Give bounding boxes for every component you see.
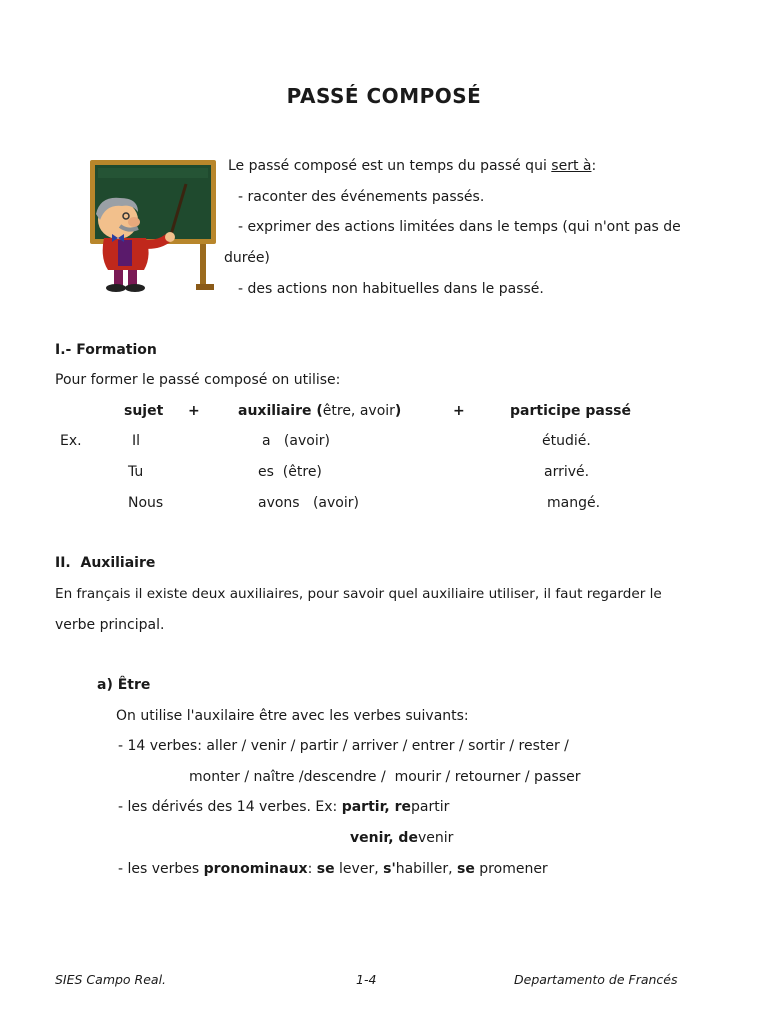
etre-derives-line: - les dérivés des 14 verbes. Ex: partir, repartir: [118, 799, 450, 815]
footer-page-number: 1-4: [356, 972, 377, 987]
example-participle-1: étudié.: [542, 433, 591, 449]
intro-item-3: - des actions non habituelles dans le passé.: [238, 281, 544, 297]
example-label: Ex.: [60, 433, 82, 449]
subsection-heading-etre: a) Être: [97, 677, 151, 693]
footer-school: SIES Campo Real.: [55, 972, 167, 987]
formula-participe: participe passé: [510, 403, 631, 419]
example-subject-1: Il: [132, 433, 141, 449]
example-aux-3: avons (avoir): [258, 495, 359, 511]
page-title: PASSÉ COMPOSÉ: [286, 84, 482, 108]
formula-sujet: sujet: [124, 403, 164, 419]
etre-lead: On utilise l'auxilaire être avec les verbes suivants:: [116, 708, 469, 724]
formula-plus-2: +: [453, 403, 465, 419]
formula-plus-1: +: [188, 403, 200, 419]
example-participle-3: mangé.: [547, 495, 601, 511]
footer-department: Departamento de Francés: [514, 972, 678, 987]
auxiliaire-paragraph-line-2: verbe principal.: [55, 617, 165, 633]
example-participle-2: arrivé.: [544, 464, 590, 480]
intro-item-2-cont: durée): [224, 250, 270, 266]
intro-item-1: - raconter des événements passés.: [238, 189, 485, 205]
etre-verbs-line-2: monter / naître /descendre / mourir / retourner / passer: [189, 769, 581, 785]
intro-item-2: - exprimer des actions limitées dans le temps (qui n'ont pas de: [238, 219, 681, 235]
section-heading-auxiliaire: II. Auxiliaire: [55, 555, 156, 571]
formation-lead: Pour former le passé composé on utilise:: [55, 372, 341, 388]
etre-verbs-line-1: - 14 verbes: aller / venir / partir / arriver / entrer / sortir / rester /: [118, 738, 569, 754]
formula-auxiliaire: auxiliaire (être, avoir): [238, 403, 402, 419]
example-subject-3: Nous: [128, 495, 164, 511]
teacher-at-blackboard-icon: [78, 158, 218, 298]
example-aux-2: es (être): [258, 464, 322, 480]
example-subject-2: Tu: [128, 464, 144, 480]
etre-pronominaux-line: - les verbes pronominaux: se lever, s'habiller, se promener: [118, 861, 548, 877]
section-heading-formation: I.- Formation: [55, 342, 157, 358]
intro-sentence: Le passé composé est un temps du passé qui sert à:: [228, 158, 597, 174]
example-aux-1: a (avoir): [262, 433, 330, 449]
etre-derives-example-2: venir, devenir: [350, 830, 454, 846]
auxiliaire-paragraph-line-1: En français il existe deux auxiliaires, pour savoir quel auxiliaire utiliser, il faut regarder le: [55, 586, 662, 602]
